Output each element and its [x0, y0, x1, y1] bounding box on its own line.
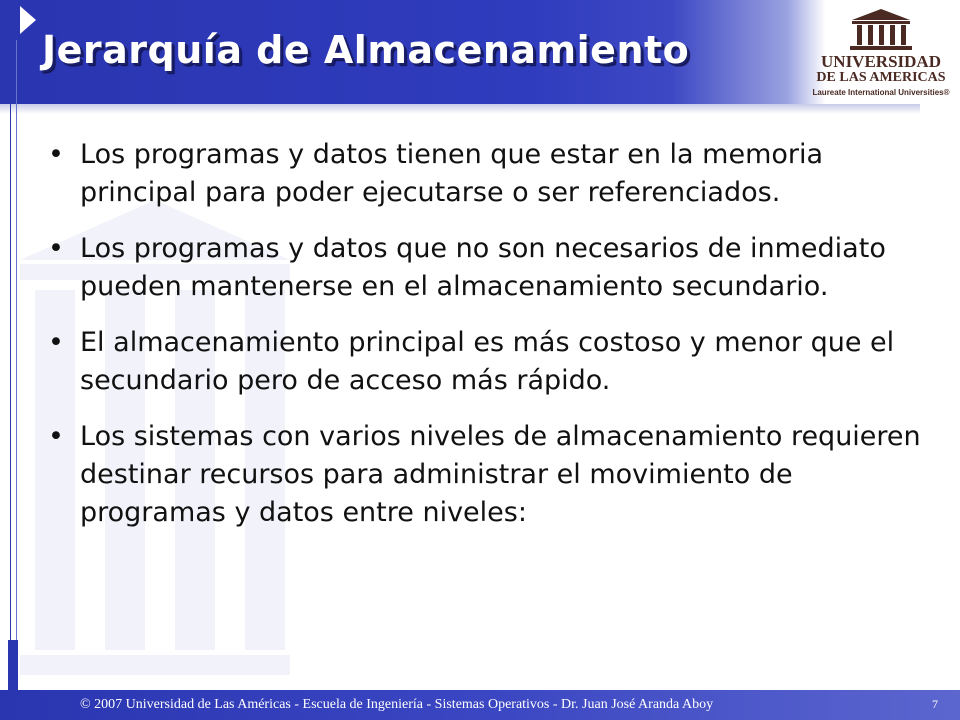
university-logo: [808, 8, 954, 102]
bullet-item: [48, 136, 938, 212]
bullet-text: Los sistemas con varios niveles de almacenamiento requieren destinar recursos para administrar el movimiento de programas y datos entre niveles:: [80, 421, 921, 528]
bullet-marker: •: [48, 327, 64, 358]
bullet-marker: •: [48, 233, 64, 264]
university-building-icon: [808, 8, 954, 52]
left-rule: [10, 0, 11, 690]
page-number: 7: [932, 697, 938, 711]
bullet-item: [48, 324, 938, 400]
bullet-text: Los programas y datos tienen que estar en la memoria principal para poder ejecutarse o ser referenciados.: [80, 139, 824, 208]
logo-line-1: UNIVERSIDAD: [821, 52, 941, 71]
bullet-text: El almacenamiento principal es más costoso y menor que el secundario pero de acceso más rápido.: [80, 327, 895, 396]
left-rule-inner: [16, 40, 17, 650]
header-divider: [0, 104, 920, 114]
logo-line-2: DE LAS AMERICAS: [816, 70, 946, 85]
bullet-marker: •: [48, 421, 64, 452]
bullet-item: [48, 230, 938, 306]
bullet-marker: •: [48, 139, 64, 170]
slide-footer: [0, 690, 960, 720]
triangle-marker-icon: [20, 6, 36, 34]
bullet-text: Los programas y datos que no son necesarios de inmediato pueden mantenerse en el almacenamiento secundario.: [80, 233, 886, 302]
bullet-item: [48, 418, 938, 532]
bullet-list: [48, 136, 938, 550]
footer-copyright: © 2007 Universidad de Las Américas - Escuela de Ingeniería - Sistemas Operativos - Dr. Juan José Aranda Aboy: [80, 697, 714, 712]
slide-title: Jerarquía de Almacenamiento: [42, 28, 690, 72]
left-accent-bar: [8, 640, 18, 690]
logo-line-3: Laureate International Universities®: [812, 88, 950, 97]
